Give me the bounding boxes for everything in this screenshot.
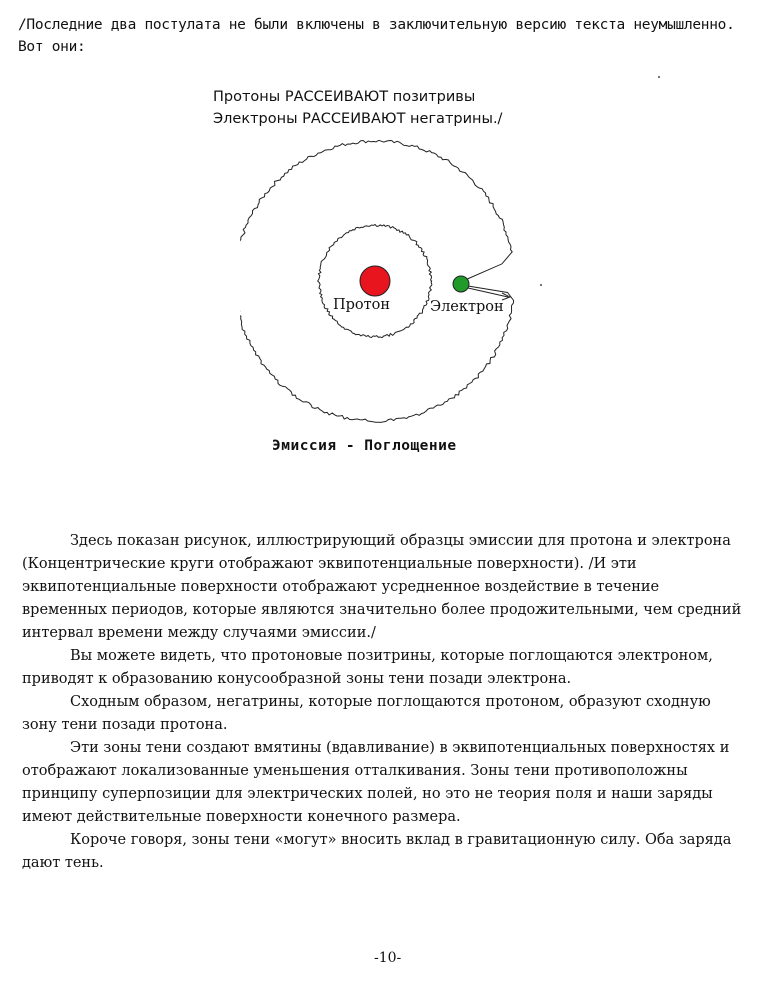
emission-absorption-diagram	[240, 140, 530, 440]
paragraph: Сходным образом, негатрины, которые поглощаются протоном, образуют сходную зону тени позади протона.	[22, 694, 711, 733]
paragraph: Здесь показан рисунок, иллюстрирующий образцы эмиссии для протона и электрона (Концентрические круги отображают эквипотенциальные поверхности). /И эти эквипотенциальные поверхности отображают усредненное воздействие в течение временных периодов, которые являются значительно более продожительными, чем средний интервал времени между случаями эмиссии./	[22, 533, 742, 641]
diagram-caption: Эмиссия - Поглощение	[272, 438, 457, 454]
paragraph: Короче говоря, зоны тени «могут» вносить вклад в гравитационную силу. Оба заряда дают тень.	[22, 832, 732, 871]
proton-label: Протон	[333, 297, 391, 313]
paragraph: Вы можете видеть, что протоновые позитрины, которые поглощаются электроном, приводят к образованию конусообразной зоны тени позади электрона.	[22, 648, 713, 687]
page-number: -10-	[374, 950, 402, 966]
electron-dot	[453, 276, 469, 292]
postulates-block	[213, 86, 502, 130]
intro-text: /Последние два постулата не были включены в заключительную версию текста неумышленно. Вот они:	[18, 17, 735, 55]
scan-speck	[540, 284, 542, 286]
electron-label: Электрон	[430, 299, 504, 315]
postulate-electrons: Электроны РАССЕИВАЮТ негатрины./	[213, 111, 503, 127]
proton-dot	[360, 266, 390, 296]
scan-speck	[658, 76, 660, 78]
body-text	[22, 530, 747, 875]
postulate-protons: Протоны РАССЕИВАЮТ позитривы	[213, 89, 476, 105]
paragraph: Эти зоны тени создают вмятины (вдавливание) в эквипотенциальных поверхностях и отображают локализованные уменьшения отталкивания. Зоны тени противоположны принципу суперпозиции для электрических полей, но это не теория поля и наши заряды имеют действительные поверхности конечного размера.	[22, 740, 730, 825]
